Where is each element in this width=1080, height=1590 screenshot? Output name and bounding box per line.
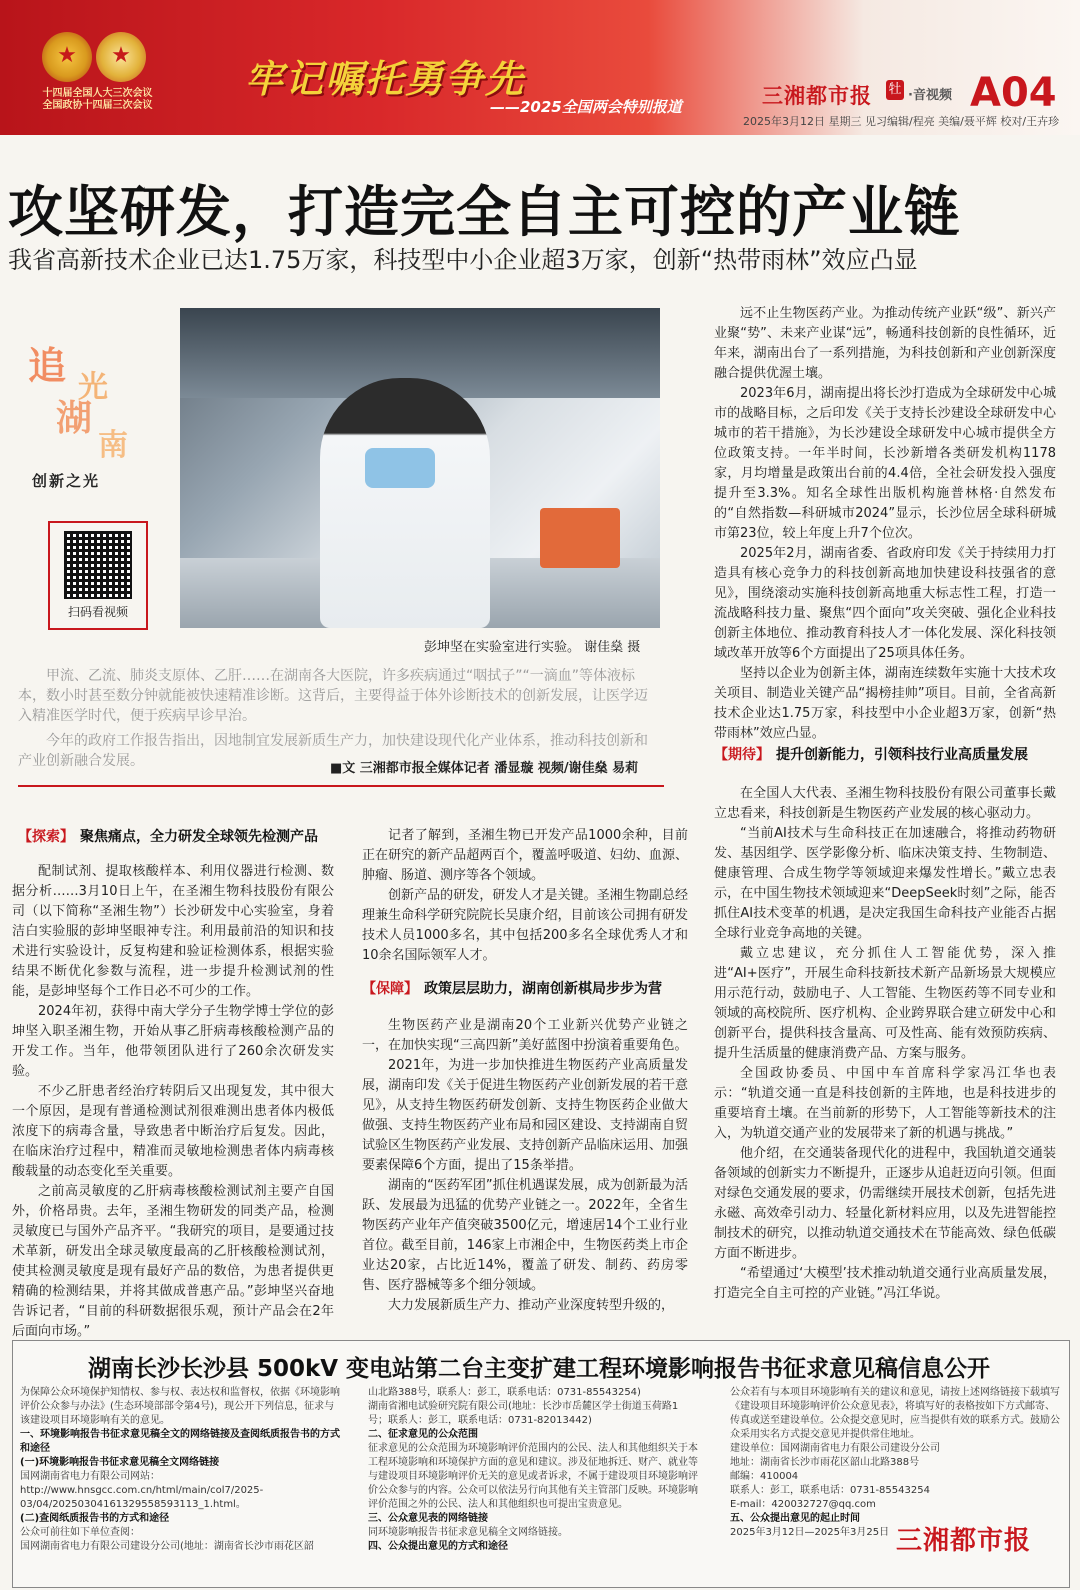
paragraph: 之前高灵敏度的乙肝病毒核酸检测试剂主要产自国外，价格昂贵。去年，圣湘生物研发的同类产品，检测灵敏度已与国外产品齐平。“我研究的项目，是要通过技术革新，研发出全球灵敏度最高的乙肝核酸检测试剂，使其检测灵敏度是现有最好产品的数倍，为患者提供更精确的检测结果，并将其做成普惠产品。”彭坤坚兴奋地告诉记者，“目前的科研数据很乐观，预计产品会在2年后面向市场。” bbox=[12, 1184, 334, 1339]
side-char-hu: 湖 bbox=[56, 398, 93, 439]
paragraph: 湖南的“医药军团”抓住机遇谋发展，成为创新最为活跃、发展最为迅猛的优势产业链之一。2022年，全省生物医药产业年产值突破3500亿元，增速居14个工业行业首位。截至目前，146家上市湘企中，生物医药类上市企业达20家，占比近14%，覆盖了研发、制药、药房零售、医疗器械等多个细分领域。 bbox=[362, 1178, 688, 1293]
paragraph: 他介绍，在交通装备现代化的进程中，我国轨道交通装备领域的创新实力不断提升，正逐步从追赶迈向引领。但面对绿色交通发展的要求，仍需继续开展技术创新，包括先进永磁、高效牵引动力、轻量化新材料应用，以及先进智能控制技术的研究，以推动轨道交通技术在节能高效、绿色低碳方面不断进步。 bbox=[714, 1146, 1056, 1261]
photo-mask bbox=[365, 448, 435, 488]
paragraph: 2021年，为进一步加快推进生物医药产业高质量发展，湖南印发《关于促进生物医药产业创新发展的若干意见》，从支持生物医药研发创新、支持生物医药企业做大做强、支持生物医药产业布局和园区建设、支持湖南自贸试验区生物医药产业发展、支持创新产品临床运用、加强要素保障6个方面，提出了15条举措。 bbox=[362, 1058, 688, 1173]
notice-heading: (一)环境影响报告书征求意见稿全文网络链接 bbox=[20, 1457, 220, 1468]
notice-heading: 五、公众提出意见的起止时间 bbox=[730, 1513, 860, 1524]
paragraph: 远不止生物医药产业。为推动传统产业跃“级”、新兴产业聚“势”、未来产业谋“远”，畅通科技创新的良性循环，近年来，湖南出台了一系列措施，为科技创新和产业创新深度融合提供优渥土壤。 bbox=[714, 306, 1056, 381]
section-title: 政策层层助力，湖南创新棋局步步为营 bbox=[424, 981, 662, 997]
section-tag: 【探索】 bbox=[18, 829, 74, 845]
notice-text: 联系人：彭工，联系电话：0731-85543254 bbox=[730, 1485, 930, 1496]
side-char-zhui: 追 bbox=[28, 344, 67, 388]
section-tag: 【保障】 bbox=[362, 981, 418, 997]
subslogan: ——2025全国两会特别报道 bbox=[490, 98, 682, 116]
section-heading-expect bbox=[714, 744, 1028, 764]
paragraph: 全国政协委员、中国中车首席科学家冯江华也表示：“轨道交通一直是科技创新的主阵地，也是科技进步的重要培育土壤。在当前新的形势下，人工智能等新技术的注入，为轨道交通产业的发展带来了新的机遇与挑战。” bbox=[714, 1066, 1056, 1141]
paper-badge: 牡 bbox=[886, 80, 904, 100]
national-emblem-icon: ★ bbox=[42, 32, 92, 82]
paragraph: “当前AI技术与生命科技正在加速融合，将推动药物研发、基因组学、医学影像分析、临床决策支持、生物制造、健康管理、合成生物学等领域迎来爆发性增长。”戴立忠表示，在中国生物技术领域迎来“DeepSeek时刻”之际，能否抓住AI技术变革的机遇，是决定我国生命科技产业能否占据全球行业竞争高地的关键。 bbox=[714, 826, 1056, 941]
notice-heading: (二)查阅纸质报告书的方式和途径 bbox=[20, 1513, 170, 1524]
notice-text: 邮编：410004 bbox=[730, 1471, 799, 1482]
notice-text: 国网湖南省电力有限公司建设分公司(地址：湖南省长沙市雨花区韶 bbox=[20, 1541, 314, 1552]
notice-column-2 bbox=[368, 1386, 698, 1554]
session-line-2: 全国政协十四届三次会议 bbox=[42, 100, 153, 111]
photo-tube-rack bbox=[540, 508, 620, 568]
body-column-1 bbox=[12, 862, 334, 1342]
dateline: 2025年3月12日 星期三 见习编辑/程亮 美编/聂平辉 校对/王卉珍 bbox=[743, 115, 1060, 128]
side-char-nan: 南 bbox=[98, 428, 128, 463]
notice-heading: 一、环境影响报告书征求意见稿全文的网络链接及查阅纸质报告书的方式和途径 bbox=[20, 1429, 340, 1454]
notice-text: 征求意见的公众范围为环境影响评价范围内的公民、法人和其他组织关于本工程环境影响和环境保护方面的意见和建议。涉及征地拆迁、财产、就业等与建设项目环境影响评价无关的意见或者诉求，不属于建设项目环境影响评价公众参与的内容。公众可以依法另行向其他有关主管部门反映。环境影响评价范围之外的公民、法人和其他组织也可提出宝贵意见。 bbox=[368, 1443, 698, 1510]
lead-paragraph: 甲流、乙流、肺炎支原体、乙肝……在湖南各大医院，许多疾病通过“咽拭子”“一滴血”等体液标本，数小时甚至数分钟就能被快速精准诊断。这背后，主要得益于体外诊断技术的创新发展，让医学迈入精准医学时代，便于疾病早诊早治。 bbox=[18, 668, 648, 724]
page-number: A04 bbox=[970, 70, 1057, 116]
paragraph: 2025年2月，湖南省委、省政府印发《关于持续用力打造具有核心竞争力的科技创新高地加快建设科技强省的意见》，围绕滚动实施科技创新高地重大标志性工程，打造一流战略科技力量、聚焦“四个面向”攻关突破、强化企业科技创新主体地位、推动教育科技人才一体化发展、深化科技领域改革开放等6个方面提出了25项具体任务。 bbox=[714, 546, 1056, 661]
section-tag: 【期待】 bbox=[714, 747, 770, 763]
notice-text: 山北路388号，联系人：彭工，联系电话：0731-85543254) bbox=[368, 1387, 641, 1398]
paragraph: 戴立忠建议，充分抓住人工智能优势，深入推进“AI+医疗”，开展生命科技新技术新产品新场景大规模应用示范行动，鼓励电子、人工智能、生物医药等不同专业和领域的高校院所、医疗机构、企业跨界联合建立研发中心和创新平台，提供科技含量高、可及性高、能有效预防疾病、提升生活质量的健康消费产品、方案与服务。 bbox=[714, 946, 1056, 1061]
section-title: 聚焦痛点，全力研发全球领先检测产品 bbox=[80, 829, 318, 845]
paragraph: 不少乙肝患者经治疗转阴后又出现复发，其中很大一个原因，是现有普通检测试剂很难测出患者体内极低浓度下的病毒含量，导致患者中断治疗后复发。因此，在临床治疗过程中，精准而灵敏地检测患者体内病毒核酸载量的动态变化至关重要。 bbox=[12, 1084, 334, 1179]
qr-code-icon[interactable] bbox=[64, 531, 132, 599]
notice-column-3 bbox=[730, 1386, 1060, 1540]
divider bbox=[18, 785, 664, 787]
notice-text: 公众可前往如下单位查阅： bbox=[20, 1527, 140, 1538]
paper-tag: ·音视频 bbox=[908, 88, 952, 103]
photo-caption: 彭坤坚在实验室进行实验。 谢佳燊 摄 bbox=[424, 640, 641, 655]
notice-text: 国网湖南省电力有限公司网站： bbox=[20, 1471, 160, 1482]
notice-heading: 二、征求意见的公众范围 bbox=[368, 1429, 478, 1440]
session-line-1: 十四届全国人大三次会议 bbox=[42, 88, 153, 99]
paragraph: 在全国人大代表、圣湘生物科技股份有限公司董事长戴立忠看来，科技创新是生物医药产业发展的核心驱动力。 bbox=[714, 786, 1056, 821]
paragraph: 2024年初，获得中南大学分子生物学博士学位的彭坤坚入职圣湘生物，开始从事乙肝病毒核酸检测产品的开发工作。当年，他带领团队进行了260余次研发实验。 bbox=[12, 1004, 334, 1079]
paragraph: 坚持以企业为创新主体，湖南连续数年实施十大技术攻关项目、制造业关键产品“揭榜挂帅”项目。目前，全省高新技术企业达1.75万家，科技型中小企业超3万家，创新“热带雨林”效应凸显。 bbox=[714, 666, 1056, 741]
byline: ■文 三湘都市报全媒体记者 潘显璇 视频/谢佳燊 易莉 bbox=[330, 761, 639, 776]
body-column-3a bbox=[714, 304, 1056, 744]
notice-text: E-mail：420032727@qq.com bbox=[730, 1499, 876, 1510]
paragraph: 生物医药产业是湖南20个工业新兴优势产业链之一，在加快实现“三高四新”美好蓝图中扮演着重要角色。 bbox=[362, 1018, 688, 1053]
notice-text: 公众若有与本项目环境影响有关的建议和意见，请按上述网络链接下载填写《建设项目环境影响评价公众意见表》，将填写好的表格按如下方式邮寄、传真或送至建设单位。公众提交意见时，应当提供有效的联系方式。鼓励公众采用实名方式提交意见并提供常住地址。 bbox=[730, 1387, 1060, 1440]
cppcc-emblem-icon: ★ bbox=[96, 32, 146, 82]
body-column-2b bbox=[362, 1016, 688, 1316]
subheadline: 我省高新技术企业已达1.75万家，科技型中小企业超3万家，创新“热带雨林”效应凸显 bbox=[8, 246, 918, 274]
series-subtitle: 创新之光 bbox=[32, 472, 101, 490]
notice-text: 为保障公众环境保护知情权、参与权、表达权和监督权，依据《环境影响评价公众参与办法》(生态环境部部令第4号)，现公开下列信息，征求与该建设项目环境影响有关的意见。 bbox=[20, 1387, 340, 1426]
qr-label: 扫码看视频 bbox=[67, 605, 128, 619]
paragraph: 大力发展新质生产力、推动产业深度转型升级的， bbox=[388, 1298, 675, 1313]
notice-heading: 四、公众提出意见的方式和途径 bbox=[368, 1541, 508, 1552]
paper-name: 三湘都市报 bbox=[762, 84, 872, 108]
paragraph: 2023年6月，湖南提出将长沙打造成为全球研发中心城市的战略目标，之后印发《关于支持长沙建设全球研发中心城市的若干措施》，为长沙建设全球研发中心城市提供全方位政策支持。一年半时间，长沙新增各类研发机构1178家，月均增量是政策出台前的4.4倍，全社会研发投入强度提升至3.3%。知名全球性出版机构施普林格·自然发布的“自然指数—科研城市2024”显示，长沙位居全球科研城市第23位，较上年度上升7个位次。 bbox=[714, 386, 1056, 541]
notice-text: 建设单位：国网湖南省电力有限公司建设分公司 bbox=[730, 1443, 940, 1454]
video-qr-code[interactable] bbox=[48, 521, 148, 630]
photo-researcher bbox=[320, 378, 490, 628]
notice-title: 湖南长沙长沙县 500kV 变电站第二台主变扩建工程环境影响报告书征求意见稿信息公开 bbox=[87, 1356, 991, 1382]
paragraph: “希望通过‘大模型’技术推动轨道交通行业高质量发展，打造完全自主可控的产业链。”冯江华说。 bbox=[714, 1266, 1056, 1301]
notice-text: http://www.hnsgcc.com.cn/html/main/col7/2025-03/04/20250304161329558593113_1.html。 bbox=[20, 1485, 264, 1510]
section-title: 提升创新能力，引领科技行业高质量发展 bbox=[776, 747, 1028, 763]
notice-text: 同环境影响报告书征求意见稿全文网络链接。 bbox=[368, 1527, 568, 1538]
notice-column-1 bbox=[20, 1386, 342, 1554]
notice-text: 地址：湖南省长沙市雨花区韶山北路388号 bbox=[730, 1457, 920, 1468]
footer-logo: 三湘都市报 bbox=[896, 1526, 1032, 1556]
section-heading-explore bbox=[18, 826, 318, 846]
notice-heading: 三、公众意见表的网络链接 bbox=[368, 1513, 488, 1524]
side-char-guang: 光 bbox=[78, 370, 108, 405]
notice-text: 2025年3月12日—2025年3月25日 bbox=[730, 1527, 890, 1538]
paragraph: 配制试剂、提取核酸样本、利用仪器进行检测、数据分析……3月10日上午，在圣湘生物科技股份有限公司（以下简称“圣湘生物”）长沙研发中心实验室，身着洁白实验服的彭坤坚眼神专注。利用最前沿的知识和技术进行实验设计，反复构建和验证检测体系，根据实验结果不断优化参数与流程，进一步提升检测试剂的性能，是彭坤坚每个工作日必不可少的工作。 bbox=[12, 864, 334, 999]
body-column-2a bbox=[362, 826, 688, 966]
lead-paragraph-2: 今年的政府工作报告指出，因地制宜发展新质生产力，加快建设现代化产业体系，推动科技创新和产业创新融合发展。 bbox=[18, 733, 648, 769]
notice-text: 湖南省湘电试验研究院有限公司(地址：长沙市岳麓区学士街道玉荷路1号；联系人：彭工，联系电话：0731-82013442) bbox=[368, 1401, 679, 1426]
masthead bbox=[0, 0, 1080, 135]
slogan: 牢记嘱托勇争先 bbox=[245, 57, 526, 101]
body-column-3b bbox=[714, 784, 1056, 1304]
section-heading-support bbox=[362, 978, 662, 998]
paragraph: 创新产品的研发，研发人才是关键。圣湘生物副总经理兼生命科学研究院院长吴康介绍，目前该公司拥有研发技术人员1000多名，其中包括200多名全球优秀人才和10余名国际领军人才。 bbox=[362, 888, 688, 963]
paragraph: 记者了解到，圣湘生物已开发产品1000余种，目前正在研究的新产品超两百个，覆盖呼吸道、妇幼、血源、肿瘤、肠道、测序等各个领域。 bbox=[362, 828, 688, 883]
lab-photo bbox=[180, 308, 660, 628]
headline: 攻坚研发，打造完全自主可控的产业链 bbox=[8, 180, 961, 244]
